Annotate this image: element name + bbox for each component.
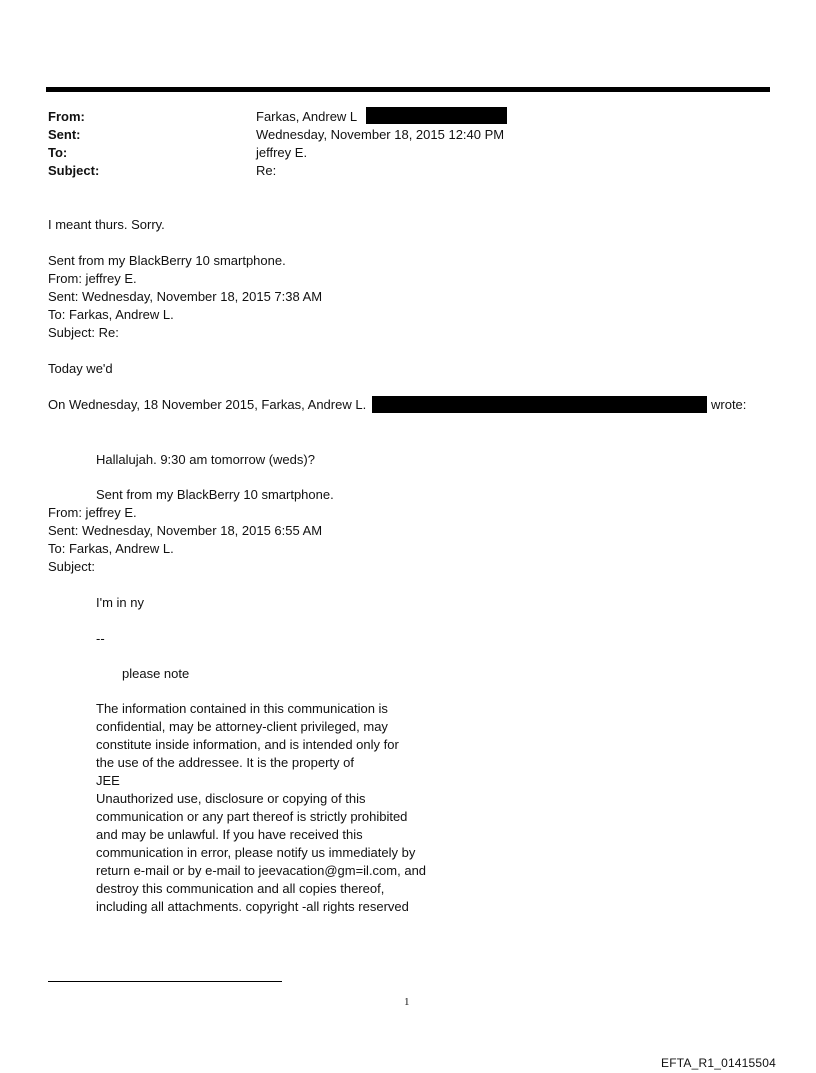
on-wrote-suffix: wrote: <box>711 397 747 412</box>
sent-label: Sent: <box>48 127 81 142</box>
from-value: Farkas, Andrew L <box>256 109 358 124</box>
subject-label: Subject: <box>48 163 100 178</box>
body-line: I'm in ny <box>96 595 144 610</box>
disclaimer-line: the use of the addressee. It is the property of <box>96 755 354 770</box>
header-rule <box>46 87 770 92</box>
subject-value: Re: <box>256 163 277 178</box>
sent-value: Wednesday, November 18, 2015 12:40 PM <box>256 127 505 142</box>
footnote-rule <box>48 981 282 982</box>
disclaimer-line: The information contained in this communication is <box>96 701 388 716</box>
disclaimer-line: including all attachments. copyright -all rights reserved <box>96 899 409 914</box>
to-label: To: <box>48 145 68 160</box>
disclaimer-line: and may be unlawful. If you have received this <box>96 827 363 842</box>
document-id-stamp: EFTA_R1_01415504 <box>661 1056 777 1070</box>
body-line: Hallalujah. 9:30 am tomorrow (weds)? <box>96 452 315 467</box>
signature-line: Sent from my BlackBerry 10 smartphone. <box>48 253 286 268</box>
quoted-subject: Subject: Re: <box>48 325 119 340</box>
body-line: please note <box>122 666 190 681</box>
disclaimer-line: return e-mail or by e-mail to jeevacation@gm=il.com, and <box>96 863 427 878</box>
disclaimer-line: constitute inside information, and is intended only for <box>96 737 399 752</box>
disclaimer-line: confidential, may be attorney-client privileged, may <box>96 719 388 734</box>
quoted-from: From: jeffrey E. <box>48 505 137 520</box>
body-line: I meant thurs. Sorry. <box>48 217 165 232</box>
quoted-to: To: Farkas, Andrew L. <box>48 307 174 322</box>
disclaimer-line: destroy this communication and all copies thereof, <box>96 881 385 896</box>
from-label: From: <box>48 109 85 124</box>
signature-line: Sent from my BlackBerry 10 smartphone. <box>96 487 334 502</box>
to-value: jeffrey E. <box>256 145 308 160</box>
page-number: 1 <box>404 996 410 1008</box>
disclaimer-line: communication or any part thereof is strictly prohibited <box>96 809 408 824</box>
quoted-sent: Sent: Wednesday, November 18, 2015 6:55 AM <box>48 523 323 538</box>
body-line: -- <box>96 631 105 646</box>
redaction-block <box>372 396 707 413</box>
disclaimer-line: communication in error, please notify us immediately by <box>96 845 416 860</box>
quoted-sent: Sent: Wednesday, November 18, 2015 7:38 AM <box>48 289 323 304</box>
disclaimer-line: Unauthorized use, disclosure or copying of this <box>96 791 366 806</box>
body-line: Today we'd <box>48 361 113 376</box>
redaction-block <box>366 107 507 124</box>
disclaimer-line: JEE <box>96 773 120 788</box>
quoted-to: To: Farkas, Andrew L. <box>48 541 174 556</box>
quoted-from: From: jeffrey E. <box>48 271 137 286</box>
on-wrote-prefix: On Wednesday, 18 November 2015, Farkas, Andrew L. <box>48 397 367 412</box>
quoted-subject: Subject: <box>48 559 95 574</box>
